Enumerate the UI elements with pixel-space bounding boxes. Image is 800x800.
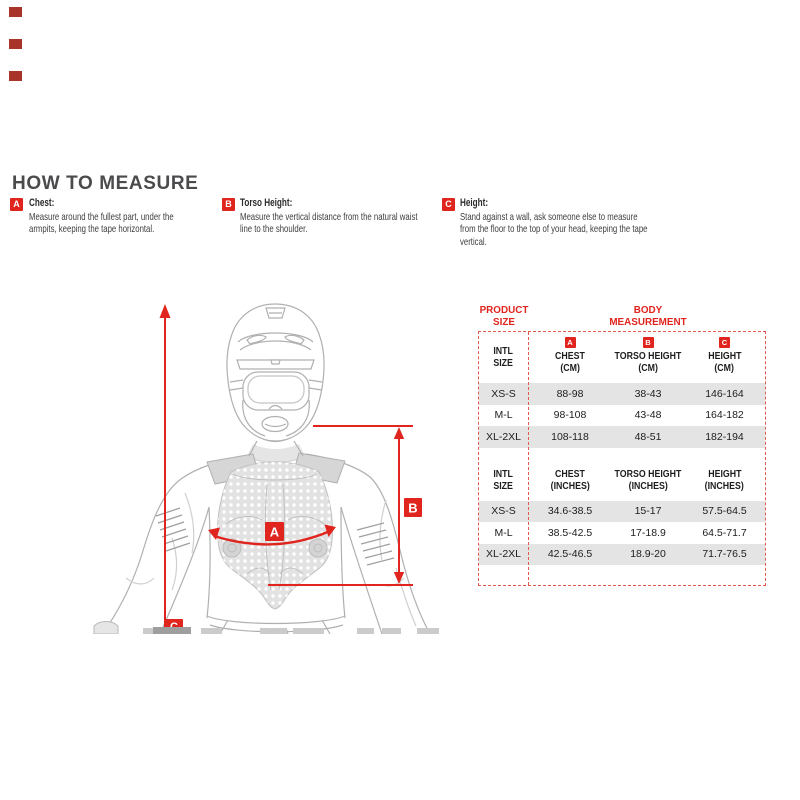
measurement-figure bbox=[60, 278, 460, 634]
measure-badge-c: C bbox=[442, 198, 455, 211]
helmet bbox=[227, 304, 324, 456]
measure-badge-a: A bbox=[10, 198, 23, 211]
table-row: XL-2XL 42.5-46.5 18.9-20 71.7-76.5 bbox=[479, 544, 765, 566]
table-row: M-L 98-108 43-48 164-182 bbox=[494, 409, 744, 422]
corner-mark bbox=[9, 39, 22, 49]
label-a: A bbox=[269, 524, 280, 540]
header-torso-cm: B TORSO HEIGHT (CM) bbox=[614, 338, 682, 374]
glove-left bbox=[94, 622, 118, 635]
instruction-height-heading: Height: bbox=[460, 197, 489, 209]
product-size-heading: PRODUCT SIZE bbox=[479, 304, 529, 328]
badge-b: B bbox=[643, 337, 654, 348]
table-row: M-L 38.5-42.5 17-18.9 64.5-71.7 bbox=[494, 526, 747, 539]
instruction-height-body: Stand against a wall, ask someone else to measure from the floor to the top of your head, keeping the tape vertical. bbox=[460, 210, 648, 248]
table-row: XS-S 34.6-38.5 15-17 57.5-64.5 bbox=[479, 501, 765, 523]
header-torso-inches: TORSO HEIGHT (INCHES) bbox=[614, 469, 682, 492]
instruction-chest bbox=[29, 197, 188, 236]
instruction-height bbox=[460, 197, 651, 248]
arrowhead-up-icon bbox=[160, 304, 171, 318]
label-b: B bbox=[408, 500, 418, 516]
badge-c: C bbox=[719, 337, 730, 348]
page-title: HOW TO MEASURE bbox=[12, 173, 199, 194]
header-chest-cm: A CHEST (CM) bbox=[555, 338, 585, 374]
instruction-torso-heading: Torso Height: bbox=[240, 197, 293, 209]
badge-a: A bbox=[565, 337, 576, 348]
header-height-cm: C HEIGHT (CM) bbox=[707, 338, 742, 374]
size-chart-cm-header bbox=[479, 332, 765, 383]
size-chart-inches-header bbox=[479, 461, 765, 501]
arrowhead-down-icon bbox=[394, 572, 404, 584]
floor-strip bbox=[143, 627, 439, 634]
vent-disc-right bbox=[309, 539, 327, 557]
instruction-chest-heading: Chest: bbox=[29, 197, 55, 209]
header-height-inches: HEIGHT (INCHES) bbox=[704, 469, 745, 492]
corner-mark bbox=[9, 7, 22, 17]
size-chart bbox=[478, 331, 766, 586]
arrowhead-up-icon bbox=[394, 427, 404, 439]
header-chest-inches: CHEST (INCHES) bbox=[550, 469, 590, 492]
instruction-torso bbox=[240, 197, 418, 236]
measure-badge-b: B bbox=[222, 198, 235, 211]
header-intl-size-inches: INTL SIZE bbox=[493, 469, 514, 492]
table-row: XS-S 88-98 38-43 146-164 bbox=[479, 383, 765, 405]
body-measurement-heading: BODY MEASUREMENT bbox=[609, 304, 687, 328]
instruction-torso-body: Measure the vertical distance from the natural waist line to the shoulder. bbox=[240, 210, 418, 236]
chart-column-divider bbox=[528, 332, 529, 585]
corner-mark bbox=[9, 71, 22, 81]
table-row: XL-2XL 108-118 48-51 182-194 bbox=[479, 426, 765, 448]
instruction-chest-body: Measure around the fullest part, under the armpits, keeping the tape horizontal. bbox=[29, 210, 174, 236]
header-intl-size-cm: INTL SIZE bbox=[493, 346, 514, 369]
